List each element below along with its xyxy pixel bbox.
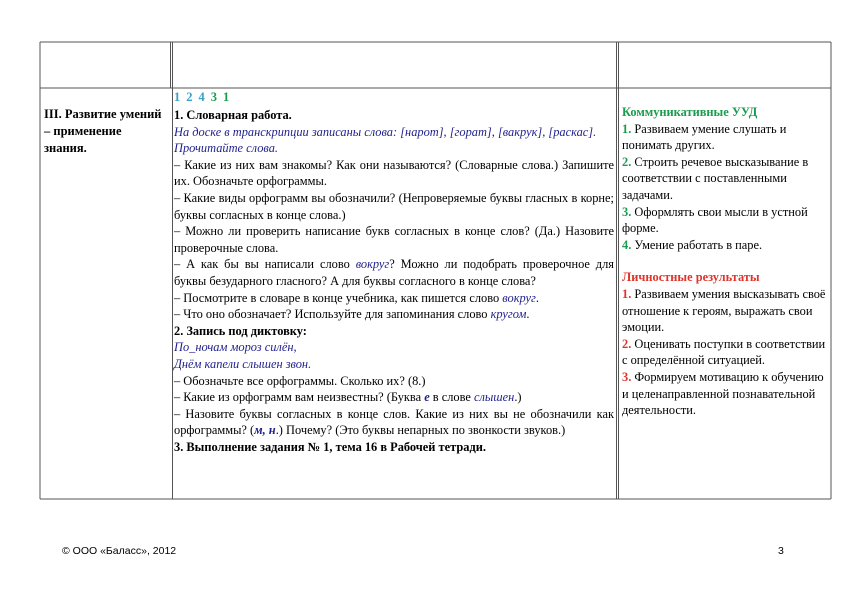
item-number: 1. [622,121,632,136]
page-number: 3 [778,545,784,557]
text: .) [514,390,522,405]
item-number: 2. [622,336,632,351]
highlight-word: вокруг [355,257,390,272]
item-number: 1. [622,286,632,301]
dictation-line: По_ночам мороз силён, [174,340,297,355]
section-1-title: 1. Словарная работа. [174,108,292,122]
result-item [622,369,826,419]
copyright-footer: © ООО «Баласс», 2012 [62,545,177,557]
text: – Что оно обозначает? Используйте для запоминания слово [174,307,491,322]
highlight-word: вокруг [502,290,536,305]
question: – Какие из них вам знакомы? Как они называются? (Словарные слова.) Запишите их. Обозначьте орфограммы. [174,157,614,189]
question [174,306,614,323]
highlight-letters: м, н [254,423,276,438]
question: – Можно ли проверить написание букв согласных в конце слов? (Да.) Назовите проверочные слова. [174,224,614,255]
result-item [622,336,826,369]
seq-num: 1 [174,90,181,104]
stage-cell [44,106,166,157]
uud-item [622,121,826,154]
section-3-title: 3. Выполнение задания № 1, тема 16 в Рабочей тетради. [174,439,486,454]
item-number: 4. [622,237,632,252]
content-cell [174,88,614,455]
uud-item [622,154,826,204]
text: . [526,307,530,322]
seq-num: 1 [223,90,230,104]
item-text: Оценивать поступки в соответствии с определённой ситуацией. [622,336,826,368]
item-text: Строить речевое высказывание в соответствии с поставленными задачами. [622,154,809,202]
board-words [174,124,614,141]
result-item [622,286,826,336]
uud-cell [622,104,826,419]
dictation-line: Днём капели слышен звон. [174,356,312,371]
highlight-letter: е [424,390,430,405]
text: – Какие из орфограмм вам неизвестны? (Буква [174,390,425,405]
seq-num: 2 [186,90,193,104]
section-2-title: 2. Запись под диктовку: [174,323,307,338]
item-number: 3. [622,204,632,219]
question [174,290,614,307]
communicative-uud-title: Коммуникативные УУД [622,105,758,119]
item-text: Оформлять свои мысли в устной форме. [622,204,808,236]
highlight-word: кругом [490,307,527,322]
text: в слове [429,390,475,405]
item-text: Умение работать в паре. [631,237,763,252]
stage-title: III. Развитие умений – применение знания. [44,107,162,155]
uud-item [622,204,826,237]
question: – Обозначьте все орфограммы. Сколько их? (8.) [174,373,426,388]
text: – Посмотрите в словаре в конце учебника, как пишется слово [174,290,503,305]
text: ? Можно ли подобрать проверочное для буквы безударного гласного? А для буквы согласного в конце слова? [174,257,614,288]
step-sequence [174,88,614,106]
text: На доске в транскрипции записаны слова: [174,124,401,139]
item-text: Формируем мотивацию к обучению и целенаправленной познавательной деятельности. [622,369,824,418]
highlight-word: слышен [474,390,515,405]
question [174,406,614,439]
text: .) Почему? (Это буквы непарных по звонкости звуков.) [275,423,566,438]
transcriptions: [нарот], [горат], [вакрук], [раскас]. [400,124,597,139]
item-number: 3. [622,369,632,384]
question [174,256,614,289]
uud-item [622,237,826,254]
item-text: Развиваем умение слушать и понимать других. [622,121,787,153]
question [174,389,614,406]
seq-num: 3 [210,90,217,104]
instruction: Прочитайте слова. [174,141,278,156]
text: . [535,290,539,305]
item-text: Развиваем умения высказывать своё отношение к героям, выражать свои эмоции. [622,286,826,335]
text: – Назовите буквы согласных в конце слов. Какие из них вы не обозначили как орфограммы? ( [174,406,614,438]
item-number: 2. [622,154,632,169]
text: – А как бы вы написали слово [174,257,356,272]
seq-num: 4 [198,90,205,104]
question: – Какие виды орфограмм вы обозначили? (Непроверяемые буквы гласных в корне; буквы согласных в конце слова.) [174,190,614,222]
personal-results-title: Личностные результаты [622,270,760,285]
